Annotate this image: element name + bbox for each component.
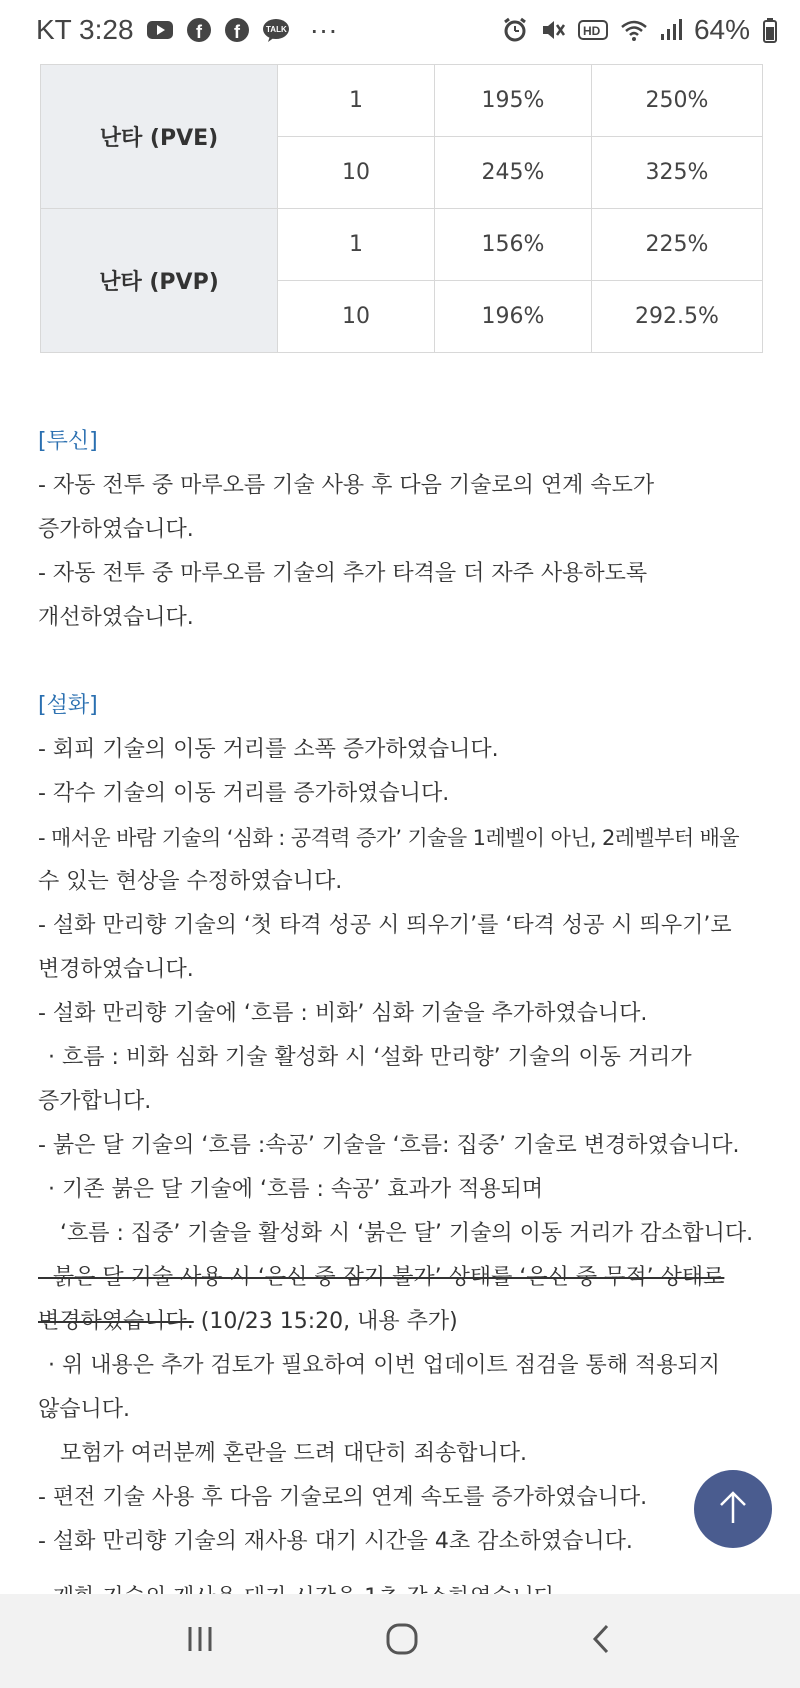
table-row bbox=[41, 65, 763, 137]
status-bar-right bbox=[502, 14, 778, 46]
table-cell: 325% bbox=[592, 137, 763, 209]
table-cell: 225% bbox=[592, 209, 763, 281]
scroll-to-top-button[interactable] bbox=[694, 1470, 772, 1548]
note-line: - 붉은 달 기술의 ‘흐름 :속공’ 기술을 ‘흐름: 집중’ 기술로 변경하였습니다. bbox=[38, 1133, 740, 1158]
battery-icon bbox=[762, 17, 778, 43]
arrow-up-icon bbox=[713, 1487, 753, 1531]
table-cell: 245% bbox=[435, 137, 592, 209]
table-cell: 10 bbox=[278, 281, 435, 353]
table-cell: 196% bbox=[435, 281, 592, 353]
facebook-icon bbox=[224, 17, 250, 43]
vibrate-icon bbox=[540, 17, 566, 43]
signal-icon bbox=[660, 18, 682, 42]
update-note: (10/23 15:20, 내용 추가) bbox=[193, 1309, 458, 1334]
table-row bbox=[41, 209, 763, 281]
hd-icon bbox=[578, 18, 608, 42]
patch-notes-content bbox=[38, 420, 768, 1564]
note-line bbox=[38, 1300, 768, 1344]
status-bar bbox=[0, 0, 800, 60]
note-line: 증가하였습니다. bbox=[38, 517, 194, 542]
carrier-time: KT 3:28 bbox=[36, 14, 134, 45]
note-line: - 설화 만리향 기술에 ‘흐름 : 비화’ 심화 기술을 추가하였습니다. bbox=[38, 1001, 648, 1026]
battery-percent: 64% bbox=[693, 14, 750, 45]
table-cell: 1 bbox=[278, 65, 435, 137]
struck-text: - 붉은 달 기술 사용 시 ‘은신 중 잠기 불가’ 상태를 ‘은신 중 무적’ 상태로 bbox=[38, 1265, 725, 1290]
wifi-icon bbox=[620, 18, 648, 42]
note-line: - 설화 만리향 기술의 ‘첫 타격 성공 시 띄우기’를 ‘타격 성공 시 띄우기’로 bbox=[38, 913, 732, 938]
table-cell: 250% bbox=[592, 65, 763, 137]
note-line: 개선하였습니다. bbox=[38, 605, 194, 630]
note-line: - 편전 기술 사용 후 다음 기술로의 연계 속도를 증가하였습니다. bbox=[38, 1485, 648, 1510]
spacer bbox=[38, 640, 768, 684]
table-cell: 156% bbox=[435, 209, 592, 281]
svg-text:TALK: TALK bbox=[265, 25, 287, 34]
note-subline: · 기존 붉은 달 기술에 ‘흐름 : 속공’ 효과가 적용되며 bbox=[48, 1177, 544, 1202]
note-line: - 회피 기술의 이동 거리를 소폭 증가하였습니다. bbox=[38, 737, 499, 762]
note-line: - 자동 전투 중 마루오름 기술 사용 후 다음 기술로의 연계 속도가 bbox=[38, 473, 655, 498]
table-cell: 292.5% bbox=[592, 281, 763, 353]
note-line: 변경하였습니다. bbox=[38, 957, 194, 982]
struck-text: 변경하였습니다. bbox=[38, 1309, 194, 1334]
table-cell: 195% bbox=[435, 65, 592, 137]
note-line-cutoff bbox=[38, 1576, 562, 1594]
facebook-icon bbox=[186, 17, 212, 43]
android-nav-bar bbox=[0, 1594, 800, 1688]
note-subline: · 위 내용은 추가 검토가 필요하여 이번 업데이트 점검을 통해 적용되지 bbox=[48, 1353, 720, 1378]
svg-text:f: f bbox=[233, 22, 240, 42]
kakaotalk-icon bbox=[262, 17, 290, 43]
note-subline: 모험가 여러분께 혼란을 드려 대단히 죄송합니다. bbox=[60, 1441, 528, 1466]
youtube-icon bbox=[146, 19, 174, 41]
table-cell: 1 bbox=[278, 209, 435, 281]
row-header: 난타 (PVP) bbox=[41, 209, 278, 353]
status-bar-left bbox=[36, 14, 338, 46]
svg-text:HD: HD bbox=[582, 24, 601, 38]
row-header: 난타 (PVE) bbox=[41, 65, 278, 209]
note-subline: ‘흐름 : 집중’ 기술을 활성화 시 ‘붉은 달’ 기술의 이동 거리가 감소합니다. bbox=[60, 1221, 754, 1246]
note-line: 수 있는 현상을 수정하였습니다. bbox=[38, 869, 343, 894]
note-line: - 자동 전투 중 마루오름 기술의 추가 타격을 더 자주 사용하도록 bbox=[38, 561, 648, 586]
recent-apps-icon[interactable] bbox=[183, 1622, 217, 1660]
home-icon[interactable] bbox=[383, 1620, 421, 1662]
note-subline: · 흐름 : 비화 심화 기술 활성화 시 ‘설화 만리향’ 기술의 이동 거리가 bbox=[48, 1045, 692, 1070]
more-notifications: ··· bbox=[309, 14, 338, 45]
svg-text:f: f bbox=[195, 22, 202, 42]
skill-damage-table bbox=[40, 64, 763, 353]
note-line: - 매서운 바람 기술의 ‘심화 : 공격력 증가’ 기술을 1레벨이 아닌, 2레벨부터 배울 bbox=[38, 826, 739, 850]
note-line: - 각수 기술의 이동 거리를 증가하였습니다. bbox=[38, 781, 450, 806]
note-line: - 설화 만리향 기술의 재사용 대기 시간을 4초 감소하였습니다. bbox=[38, 1529, 633, 1554]
note-line: 않습니다. bbox=[38, 1397, 131, 1422]
back-icon[interactable] bbox=[587, 1622, 617, 1660]
note-line: 증가합니다. bbox=[38, 1089, 152, 1114]
table-cell: 10 bbox=[278, 137, 435, 209]
note-line-struck bbox=[38, 1256, 768, 1300]
section-title-tusin: [투신] bbox=[38, 429, 98, 454]
alarm-icon bbox=[502, 17, 528, 43]
section-title-seolhwa: [설화] bbox=[38, 693, 98, 718]
